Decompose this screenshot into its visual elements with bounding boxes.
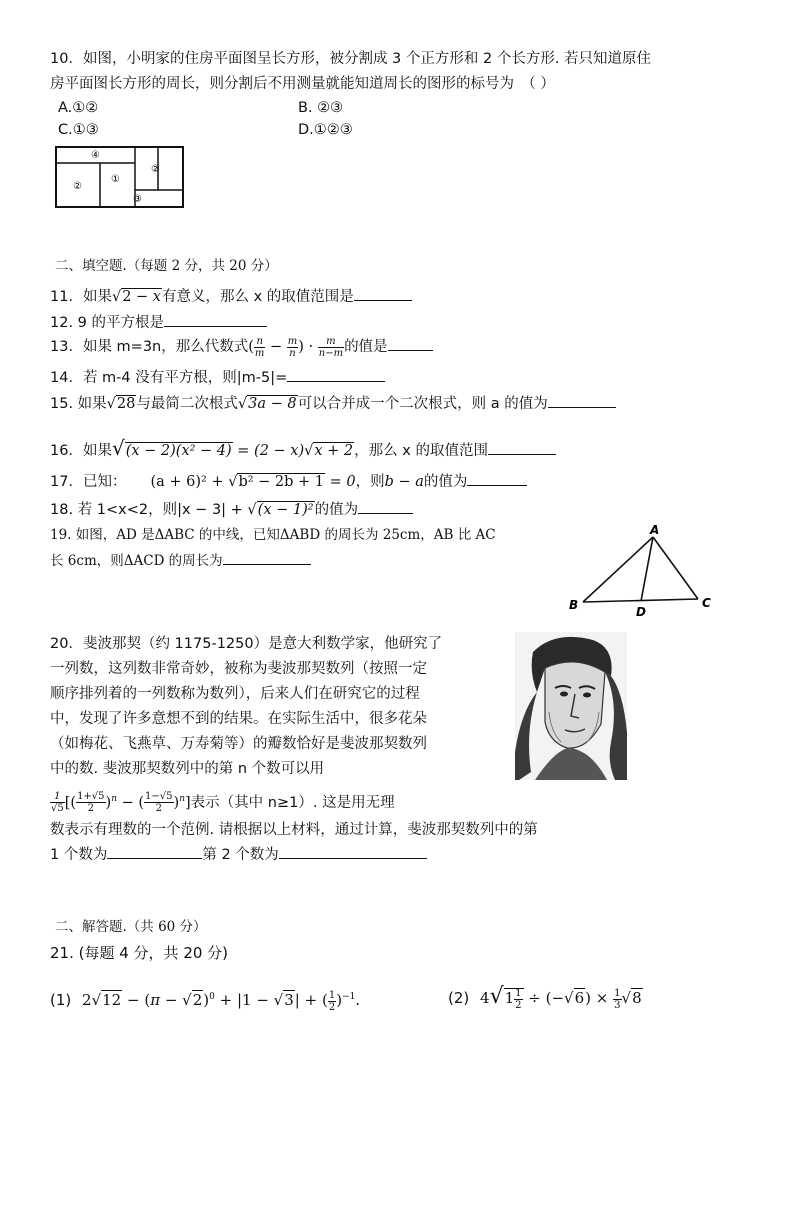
fig-label-4: ④ bbox=[91, 150, 100, 161]
q12 bbox=[50, 311, 267, 333]
q13-frac2-num: m bbox=[287, 335, 298, 347]
q10-option-b: B. ②③ bbox=[298, 100, 344, 116]
q20-formula-tail: 表示（其中 n≥1）. 这是用无理 bbox=[190, 794, 395, 811]
q20-line3: 顺序排列着的一列数称为数列），后来人们在研究它的过程 bbox=[50, 686, 420, 702]
q16-radical-2: x + 2 bbox=[314, 443, 354, 459]
q11-text-c: 有意义，那么 x 的取值范围是 bbox=[161, 289, 354, 305]
q16: 16．如果√(x − 2)(x² − 4) = (2 − x)√x + 2，那么 x 的取值范围 bbox=[50, 438, 556, 461]
q13-answer-blank[interactable] bbox=[388, 335, 433, 351]
q17-answer-blank[interactable] bbox=[467, 470, 527, 486]
floor-plan-figure bbox=[55, 145, 185, 211]
q10-option-c: C.①③ bbox=[58, 122, 99, 138]
q21-part1-label: (1) bbox=[50, 991, 72, 1009]
q21-part1: (1) $2√12 - (\pi - √2)^0 + |1 - √3|$ + ( $\frac{1}{2}$ )$^{-1}$. bbox=[50, 989, 361, 1013]
fig-label-3: ③ bbox=[133, 194, 142, 205]
q20-formula-line: $\frac{1}{√5}$ [( $\frac{1+√5}{2}$ )$^n$ − ( $\frac{1-√5}{2}$ )$^n$]表示（其中 n≥1）. 这是用无理 bbox=[51, 791, 395, 815]
q18-text-a: 18. 若 1<x<2，则|x − 3| + bbox=[50, 502, 248, 518]
q11-radicand: 2 − bbox=[122, 289, 153, 305]
q20-line6: 中的数. 斐波那契数列中的第 n 个数可以用 bbox=[50, 761, 325, 777]
q16-text-b: = (2 − x) bbox=[232, 443, 305, 459]
q17-text-f: 的值为 bbox=[423, 474, 468, 490]
q10-line2: 房平面图长方形的周长，则分割后不用测量就能知道周长的图形的标号为 （ ） bbox=[50, 76, 555, 92]
q17-expr-b: (a + 6)² + bbox=[150, 474, 229, 490]
q20-line5: （如梅花、飞燕草、万寿菊等）的瓣数恰好是斐波那契数列 bbox=[50, 736, 427, 752]
q18-text-b: 的值为 bbox=[314, 502, 359, 518]
q21-title: 21. (每题 4 分，共 20 分) bbox=[50, 944, 229, 962]
q15-radical-2: 3a − 8 bbox=[248, 396, 297, 412]
q20-line4: 中，发现了许多意想不到的结果。在实际生活中，很多花朵 bbox=[50, 711, 427, 727]
q12-answer-blank[interactable] bbox=[164, 311, 267, 327]
q11-radicand-x: x bbox=[152, 289, 161, 305]
q16-radical-1: (x − 2)(x² − 4) bbox=[125, 443, 232, 459]
q13-frac2-den: n bbox=[289, 347, 296, 359]
label-a: A bbox=[650, 524, 660, 537]
fib-coef: $\frac{1}{√5}$ bbox=[51, 791, 64, 815]
q17-expr-e: b − a bbox=[384, 474, 424, 490]
q15-radical-1: 28 bbox=[116, 396, 136, 412]
q10-line1: 10．如图，小明家的住房平面图呈长方形，被分割成 3 个正方形和 2 个长方形. 若只知道原住 bbox=[50, 51, 652, 67]
q17-radical: b² − 2b + 1 bbox=[238, 474, 325, 490]
q11-answer-blank[interactable] bbox=[354, 285, 412, 301]
q14 bbox=[50, 366, 385, 388]
q18-answer-blank[interactable] bbox=[358, 498, 413, 514]
q17-text-a: 17．已知： bbox=[50, 474, 127, 490]
q16-text-a: 16．如果 bbox=[50, 443, 112, 459]
q15-answer-blank[interactable] bbox=[548, 392, 616, 408]
q15-text-c: 可以合并成一个二次根式，则 a 的值为 bbox=[297, 396, 548, 412]
q21-part2: (2) 4√1 $\frac{1}{2}$ ÷ (−√6) × $\frac{1}{3}$ √8 bbox=[448, 984, 642, 1011]
section-solve-title: 二、解答题.（共 60 分） bbox=[55, 919, 207, 935]
q13: 13．如果 m=3n，那么代数式( $\frac{n}{m}$ − $\frac{m}{n}$ ) · $\frac{m}{n-m}$ 的值是 bbox=[50, 335, 433, 359]
q19-line2 bbox=[50, 549, 311, 571]
q11-text-a: 11．如果 bbox=[50, 289, 112, 305]
q20-line8 bbox=[50, 843, 427, 865]
q20-line2: 一列数，这列数非常奇妙，被称为斐波那契数列（按照一定 bbox=[50, 661, 427, 677]
q10-option-a: A.①② bbox=[58, 100, 99, 116]
fibonacci-portrait bbox=[515, 632, 627, 780]
q13-frac1-num: n bbox=[254, 336, 265, 348]
label-b: B bbox=[569, 598, 579, 612]
q13-text-a: 13．如果 m=3n，那么代数式 bbox=[50, 339, 249, 355]
q20-line7: 数表示有理数的一个范例. 请根据以上材料，通过计算，斐波那契数列中的第 bbox=[50, 822, 538, 838]
q17: 17．已知： (a + 6)² + √b² − 2b + 1 = 0，则b − a的值为 bbox=[50, 470, 527, 492]
q20-line8-a: 1 个数为 bbox=[50, 847, 108, 863]
triangle-figure bbox=[565, 524, 725, 619]
q20-blank-1[interactable] bbox=[107, 843, 202, 859]
q18-radical: (x − 1)² bbox=[257, 502, 314, 518]
q20-line8-b: 第 2 个数为 bbox=[202, 847, 279, 863]
q20-line1: 20．斐波那契（约 1175-1250）是意大利数学家，他研究了 bbox=[50, 636, 443, 652]
q12-text: 12. 9 的平方根是 bbox=[50, 315, 165, 331]
label-c: C bbox=[702, 596, 711, 610]
q21-part2-label: (2) bbox=[448, 989, 470, 1007]
q20-blank-2[interactable] bbox=[279, 843, 427, 859]
q13-frac1-den: m bbox=[254, 347, 265, 359]
q14-text: 14．若 m-4 没有平方根，则|m-5|= bbox=[50, 370, 288, 386]
q13-frac3-den: n−m bbox=[318, 347, 344, 359]
q15-text-b: 与最简二次根式 bbox=[136, 396, 238, 412]
q17-expr-c: = 0 bbox=[325, 474, 356, 490]
q15-text-a: 15. 如果 bbox=[50, 396, 107, 412]
section-fill-blank-title: 二、填空题.（每题 2 分，共 20 分） bbox=[55, 258, 278, 274]
q19-line1: 19. 如图，AD 是ΔABC 的中线，已知ΔABD 的周长为 25cm，AB 比 AC bbox=[50, 527, 496, 543]
q14-answer-blank[interactable] bbox=[287, 366, 385, 382]
q13-text-c: 的值是 bbox=[344, 339, 388, 355]
fib-phi: $\frac{1+√5}{2}$ bbox=[77, 791, 105, 815]
q17-text-d: ，则 bbox=[355, 474, 385, 490]
fig-label-2a: ② bbox=[73, 181, 82, 192]
fib-psi: $\frac{1-√5}{2}$ bbox=[145, 791, 173, 815]
label-d: D bbox=[636, 605, 646, 619]
q15: 15. 如果√28与最简二次根式√3a − 8可以合并成一个二次根式，则 a 的值为 bbox=[50, 392, 616, 414]
q11: 11．如果√2 − x有意义，那么 x 的取值范围是 bbox=[50, 285, 412, 307]
q19-line2-text: 长 6cm，则ΔACD 的周长为 bbox=[50, 553, 223, 569]
q18: 18. 若 1<x<2，则|x − 3| + √(x − 1)²的值为 bbox=[50, 498, 413, 520]
fig-label-2b: ② bbox=[151, 164, 160, 175]
q16-text-c: ，那么 x 的取值范围 bbox=[354, 443, 488, 459]
fig-label-1: ① bbox=[111, 174, 120, 185]
q16-answer-blank[interactable] bbox=[488, 439, 556, 455]
q13-frac3-num: m bbox=[318, 336, 344, 348]
q19-answer-blank[interactable] bbox=[223, 549, 311, 565]
q10-option-d: D.①②③ bbox=[298, 122, 353, 138]
